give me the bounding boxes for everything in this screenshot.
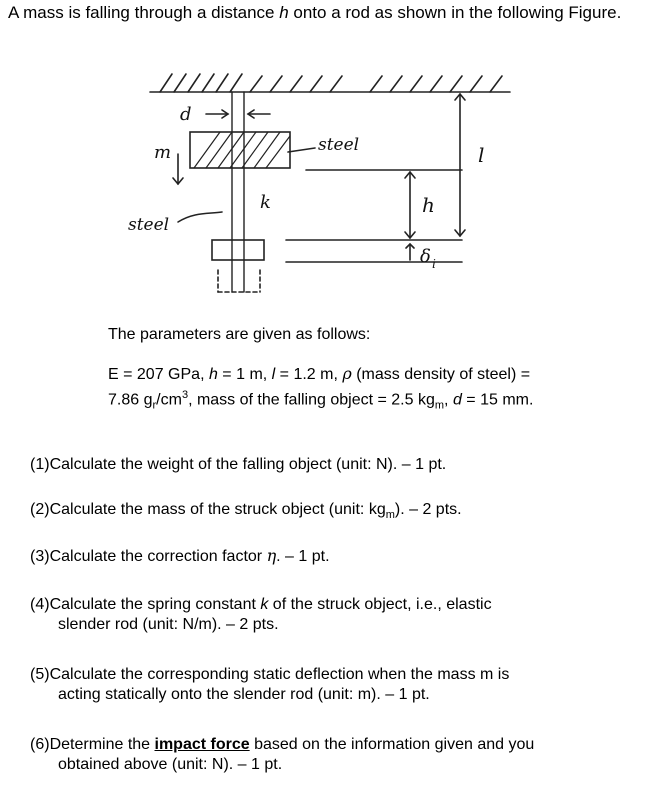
params-values: E = 207 GPa, h = 1 m, l = 1.2 m, ρ (mass density of steel) = 7.86 $g_r/cm^3$, mass of the falling object = 2.5 $kg_m$, d = 15 mm. [108, 364, 534, 412]
question-2: (2)Calculate the mass of the struck object (unit: $kg_m$). – 2 pts. [30, 501, 462, 522]
question-5: (5)Calculate the corresponding static deflection when the mass m is acting statically onto the slender rod (unit: m). – 1 pt. [30, 666, 510, 703]
question-3: (3)Calculate the correction factor η. – 1 pt. [30, 546, 330, 565]
intro-text-1: A mass is falling through a distance [8, 3, 280, 22]
label-l: l [478, 143, 485, 167]
label-d: d [180, 104, 192, 125]
intro-h-var: h [279, 3, 289, 22]
label-steel-top: steel [318, 135, 360, 155]
question-6: (6)Determine the impact force based on the information given and you obtained above (unit: N). – 1 pt. [30, 736, 535, 773]
mass-hatch [194, 132, 290, 168]
label-delta: δ [420, 246, 431, 267]
params-heading: The parameters are given as follows: [108, 326, 371, 343]
impact-force-term: impact force [154, 736, 250, 753]
intro-text-2: onto a rod as shown in the following Figure. [288, 3, 622, 22]
label-h: h [422, 193, 435, 217]
label-m: m [154, 142, 172, 163]
question-1: (1)Calculate the weight of the falling object (unit: N). – 1 pt. [30, 456, 447, 473]
rod-flange [212, 240, 264, 260]
ceiling-hatch [160, 74, 502, 92]
label-k: k [260, 192, 271, 213]
label-steel-left: steel [128, 215, 170, 235]
falling-mass-figure [110, 62, 530, 314]
label-delta-sub: i [432, 257, 436, 271]
question-4: (4)Calculate the spring constant k of the struck object, i.e., elastic slender rod (unit: N/m). – 2 pts. [30, 596, 492, 633]
problem-intro [8, 2, 648, 23]
